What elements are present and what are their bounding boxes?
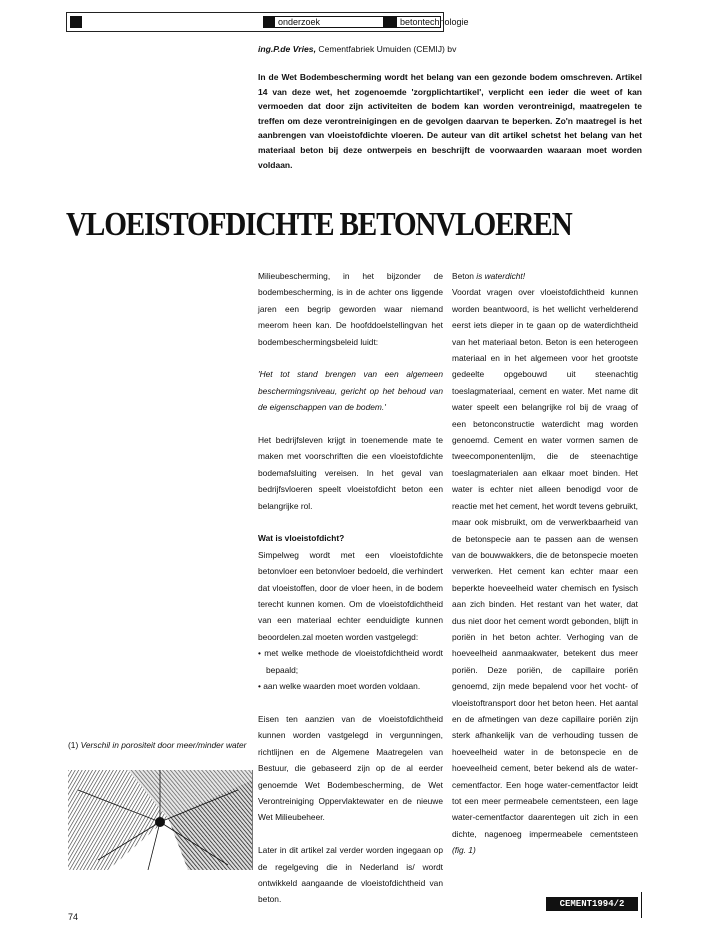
article-title: VLOEISTOFDICHTE BETONVLOEREN [66, 206, 572, 243]
column-right [452, 268, 638, 875]
paragraph [452, 284, 638, 858]
lead-text: Beton [452, 271, 477, 281]
footer-rule [641, 892, 642, 918]
quote: 'Het tot stand brengen van een algemeen beschermingsniveau, gericht op het behoud van de eigenschappen van de bodem.' [258, 369, 443, 413]
list-item: • met welke methode de vloeistofdichtheid wordt bepaald; [258, 648, 443, 675]
list-item: • aan welke waarden moet worden voldaan. [258, 681, 421, 692]
paragraph: Eisen ten aanzien van de vloeistofdichtheid kunnen worden vastgelegd in vergunningen, richtlijnen en de Algemene Maatregelen van Bestuur, die gebaseerd zijn op de al eerder genoemde Wet Bodembescherming, de Wet Verontreiniging Oppervlaktewater en de nieuwe Wet Milieubeheer. [258, 713, 443, 823]
figure-porosity-image [68, 770, 253, 870]
column-left [258, 268, 443, 924]
paragraph: Het bedrijfsleven krijgt in toenemende mate te maken met voorschriften die een vloeistofdichte bodemafsluiting vereisen. In het geval van bedrijfsvloeren speelt vloeistofdicht beton een belangrijke rol. [258, 435, 443, 511]
header-category-label: betontechnologie [396, 16, 441, 28]
paragraph: Simpelweg wordt met een vloeistofdichte betonvloer een betonvloer bedoeld, die verhindert dat vloeistoffen, door de vloer heen, in de bodem terecht kunnen komen. Om de vloeistofdichtheid van een materiaal echter eenduidigte kunnen beoordelen.zal moeten worden vastgelegd: [258, 549, 443, 642]
running-header [66, 12, 469, 32]
header-block-right [384, 16, 396, 28]
byline [258, 44, 456, 54]
bullet-list [258, 645, 443, 694]
section-heading: Wat is vloeistofdicht? [258, 533, 345, 544]
page-number: 74 [68, 912, 79, 922]
lead-italic: is waterdicht! [476, 271, 526, 281]
author-name: ing.P.de Vries, [258, 44, 316, 54]
paragraph: Milieubescherming, in het bijzonder de bodembescherming, is in de achter ons liggende jaren een begrip geworden waar niemand meerom heen kan. De hoofddoelstellingvan het bodembeschermingsbeleid luidt: [258, 271, 443, 347]
porosity-illustration [68, 770, 252, 870]
paragraph: Later in dit artikel zal verder worden ingegaan op de regelgeving die in Nederland is/ wordt ontwikkeld aangaande de vloeistofdichtheid van beton. [258, 845, 443, 905]
figure-caption [68, 738, 254, 752]
figure-reference: (fig. 1) [452, 845, 476, 856]
intro-paragraph: In de Wet Bodembescherming wordt het belang van een gezonde bodem omschreven. Artikel 14 van deze wet, het zogenoemde 'zorgplichtartikel', verplicht een ieder die weet of kan vermoeden dat door zijn activiteiten de bodem kan worden verontreinigd, maatregelen te treffen om deze verontreinigingen en de gevolgen daarvan te beperken. Zo'n maatregel is het aanbrengen van vloeistofdichte vloeren. De auteur van dit artikel schetst het belang van het materiaal beton bij deze ontwerpeis en beschrijft de voorwaarden waaraan moet worden voldaan. [258, 72, 642, 170]
paragraph-text: Voordat vragen over vloeistofdichtheid kunnen worden beantwoord, is het wellicht verhelderend eerst iets dieper in te gaan op de waterdichtheid van het materiaal beton. Beton is een heterogeen materiaal en in het algemeen voor het grootste gedeelte opgebouwd uit steenachtig toeslagmateriaal, cement en water. Met name dit water speelt een belangrijke rol bij de vraag of een betonconstructie waterdicht mag worden genoemd. Cement en water vormen samen de tweecomponentenlijm, die de steenachtige toeslagmaterialen aan elkaar moet binden. Het water is echter niet alleen benodigd voor de reactie met het cement, het wordt tevens gebruikt, maar ook misbruikt, om de verwerkbaarheid van de betonspecie aan te passen aan de wensen van de bouwwakkers, die de betonspecie moeten verwerken. Het cement kan echter maar een beperkte hoeveelheid water chemisch en fysisch aan zich binden. Het restant van het water, dat dus niet door het cement wordt gebonden, blijft in poriën in het beton achter. Verhoging van de hoeveelheid aanmaakwater, betekent dus meer poriën. Deze poriën, de capillaire poriën genoemd, zijn mede bepalend voor het vocht- of vloeistoftransport door het beton heen. Het aantal en de afmetingen van deze capillaire poriën zijn sterk afhankelijk van de verhouding tussen de hoeveelheid water in de betonspecie en de hoeveelheid cement, beter bekend als de water-cementfactor. Een hoge water-cementfactor leidt tot een meer permeabele cementsteen, een lage water-cementfactor daarentegen uit zich in een dichte, nagenoeg impermeabele cementsteen [452, 287, 638, 839]
author-affiliation: Cementfabriek Umuiden (CEMIJ) bv [315, 44, 457, 54]
footer-badge: CEMENT1994/2 [546, 897, 638, 911]
header-section-label: onderzoek [274, 16, 384, 28]
column-lead [452, 268, 638, 284]
caption-text: Verschil in porositeit door meer/minder water [80, 740, 247, 750]
caption-number: (1) [68, 740, 81, 750]
header-block-left [70, 16, 82, 28]
